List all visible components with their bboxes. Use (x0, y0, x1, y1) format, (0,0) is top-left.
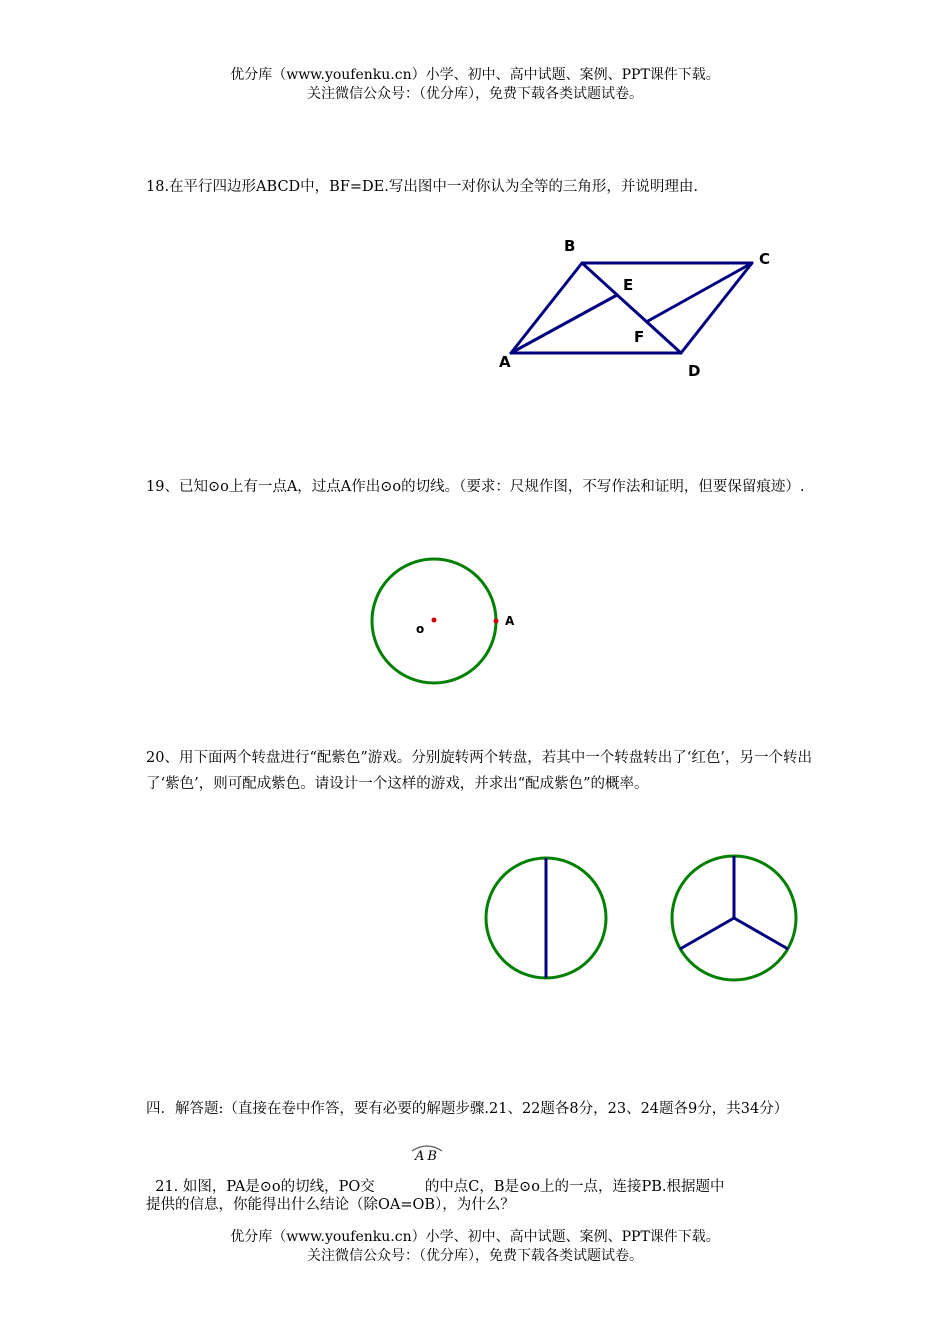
question-18-text: 18.在平行四边形ABCD中，BF=DE.写出图中一对你认为全等的三角形，并说明理由. (146, 179, 698, 195)
point-a (494, 619, 499, 624)
q21-text-after: 的中点C，B是⊙o上的一点，连接PB.根据题中 (424, 1179, 725, 1195)
arc-ab-label (409, 1141, 445, 1165)
label-d: D (688, 362, 701, 380)
arc-ab-text: AB (415, 1149, 440, 1164)
label-a: A (499, 353, 511, 371)
header-line-1: 优分库（www.youfenku.cn）小学、初中、高中试题、案例、PPT课件下载。 (230, 67, 720, 83)
label-b: B (564, 237, 576, 255)
segment-ae (511, 295, 617, 353)
label-c: C (759, 250, 771, 268)
question-20-text: 20、用下面两个转盘进行“配紫色”游戏。分别旋转两个转盘，若其中一个转盘转出了‘红色’，另一个转出了‘紫色’，则可配成紫色。请设计一个这样的游戏，并求出“配成紫色”的概率。 (146, 750, 812, 792)
footer-line-2: 关注微信公众号：（优分库），免费下载各类试题试卷。 (307, 1248, 643, 1264)
segment-cf (648, 263, 752, 321)
question-21-line-1 (146, 1157, 814, 1197)
label-point-a: A (505, 614, 515, 628)
edge-cd (681, 263, 752, 353)
header-line-2: 关注微信公众号：（优分库），免费下载各类试题试卷。 (307, 86, 643, 102)
footer-line-1: 优分库（www.youfenku.cn）小学、初中、高中试题、案例、PPT课件下载。 (230, 1229, 720, 1245)
question-19-text: 19、已知⊙o上有一点A，过点A作出⊙o的切线。（要求：尺规作图，不写作法和证明，但要保留痕迹）. (146, 479, 805, 495)
center-point-o (432, 618, 437, 623)
label-o: o (416, 622, 425, 636)
label-e: E (623, 276, 634, 294)
question-21-line-2: 提供的信息，你能得出什么结论（除OA=OB），为什么？ (146, 1197, 515, 1213)
section-4-heading: 四．解答题:（直接在卷中作答，要有必要的解题步骤.21、22题各8分，23、24题各9分，共34分） (146, 1101, 789, 1117)
edge-ab (511, 263, 582, 353)
label-f: F (634, 328, 645, 346)
q21-text-before: 21. 如图，PA是⊙o的切线，PO交 (155, 1179, 375, 1195)
spinner-three-sectors (672, 856, 796, 980)
page-footer (0, 1228, 950, 1266)
spinner-two-sectors (486, 858, 606, 978)
